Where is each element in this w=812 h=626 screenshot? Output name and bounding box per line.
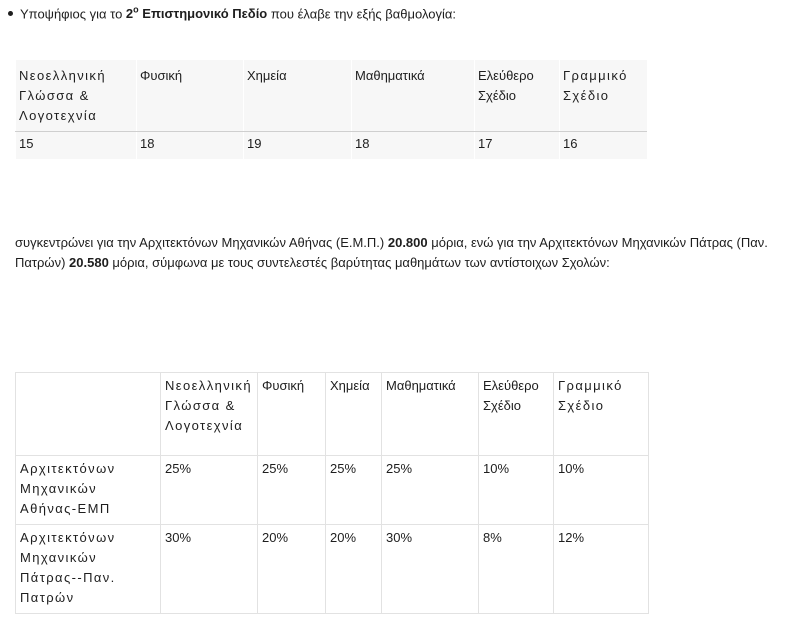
scores-value-row — [16, 132, 647, 160]
weight-cell: 25% — [258, 456, 326, 525]
school-name: Αρχιτεκτόνων Μηχανικών Πάτρας--Παν. Πατρών — [16, 525, 161, 614]
weight-cell: 25% — [161, 456, 258, 525]
weight-cell: 8% — [479, 525, 554, 614]
header-cell: Γραμμικό Σχέδιο — [554, 373, 649, 456]
weight-cell: 20% — [258, 525, 326, 614]
table-row — [16, 525, 649, 614]
intro-prefix: Υποψήφιος για το — [20, 6, 126, 22]
weights-header-row — [16, 373, 649, 456]
score-cell: 17 — [475, 132, 560, 160]
header-cell: Ελεύθερο Σχέδιο — [475, 60, 560, 132]
score-cell: 18 — [137, 132, 244, 160]
header-cell: Νεοελληνική Γλώσσα & Λογοτεχνία — [16, 60, 137, 132]
header-cell: Ελεύθερο Σχέδιο — [479, 373, 554, 456]
weight-cell: 25% — [326, 456, 382, 525]
weight-cell: 10% — [479, 456, 554, 525]
school-name: Αρχιτεκτόνων Μηχανικών Αθήνας-ΕΜΠ — [16, 456, 161, 525]
score-cell: 18 — [352, 132, 475, 160]
header-cell: Μαθηματικά — [382, 373, 479, 456]
bullet-icon — [8, 11, 13, 16]
header-cell: Φυσική — [137, 60, 244, 132]
patras-points: 20.580 — [69, 255, 109, 270]
header-cell: Χημεία — [326, 373, 382, 456]
empty-corner-cell — [16, 373, 161, 456]
header-cell: Χημεία — [244, 60, 352, 132]
scores-header-row — [16, 60, 647, 132]
weights-table — [15, 372, 649, 614]
score-cell: 16 — [560, 132, 647, 160]
intro-suffix: που έλαβε την εξής βαθμολογία: — [267, 6, 457, 22]
header-cell: Γραμμικό Σχέδιο — [560, 60, 647, 132]
points-paragraph: συγκεντρώνει για την Αρχιτεκτόνων Μηχανικών Αθήνας (Ε.Μ.Π.) 20.800 μόρια, ενώ για την Αρχιτεκτόνων Μηχανικών Πάτρας (Παν. Πατρών) 20.580 μόρια, σύμφωνα με τους συντελεστές βαρύτητας μαθημάτων των αντίστοιχων Σχολών: — [15, 235, 768, 270]
table-row — [16, 456, 649, 525]
header-cell: Νεοελληνική Γλώσσα & Λογοτεχνία — [161, 373, 258, 456]
header-cell: Μαθηματικά — [352, 60, 475, 132]
weight-cell: 20% — [326, 525, 382, 614]
scores-table — [15, 60, 647, 159]
weight-cell: 30% — [161, 525, 258, 614]
weight-cell: 25% — [382, 456, 479, 525]
header-cell: Φυσική — [258, 373, 326, 456]
score-cell: 19 — [244, 132, 352, 160]
weight-cell: 12% — [554, 525, 649, 614]
score-cell: 15 — [16, 132, 137, 160]
weight-cell: 10% — [554, 456, 649, 525]
intro-bullet — [8, 5, 456, 21]
weight-cell: 30% — [382, 525, 479, 614]
field-label: $2^o$ Επιστημονικό Πεδίο — [125, 5, 268, 22]
athens-points: 20.800 — [387, 235, 428, 250]
